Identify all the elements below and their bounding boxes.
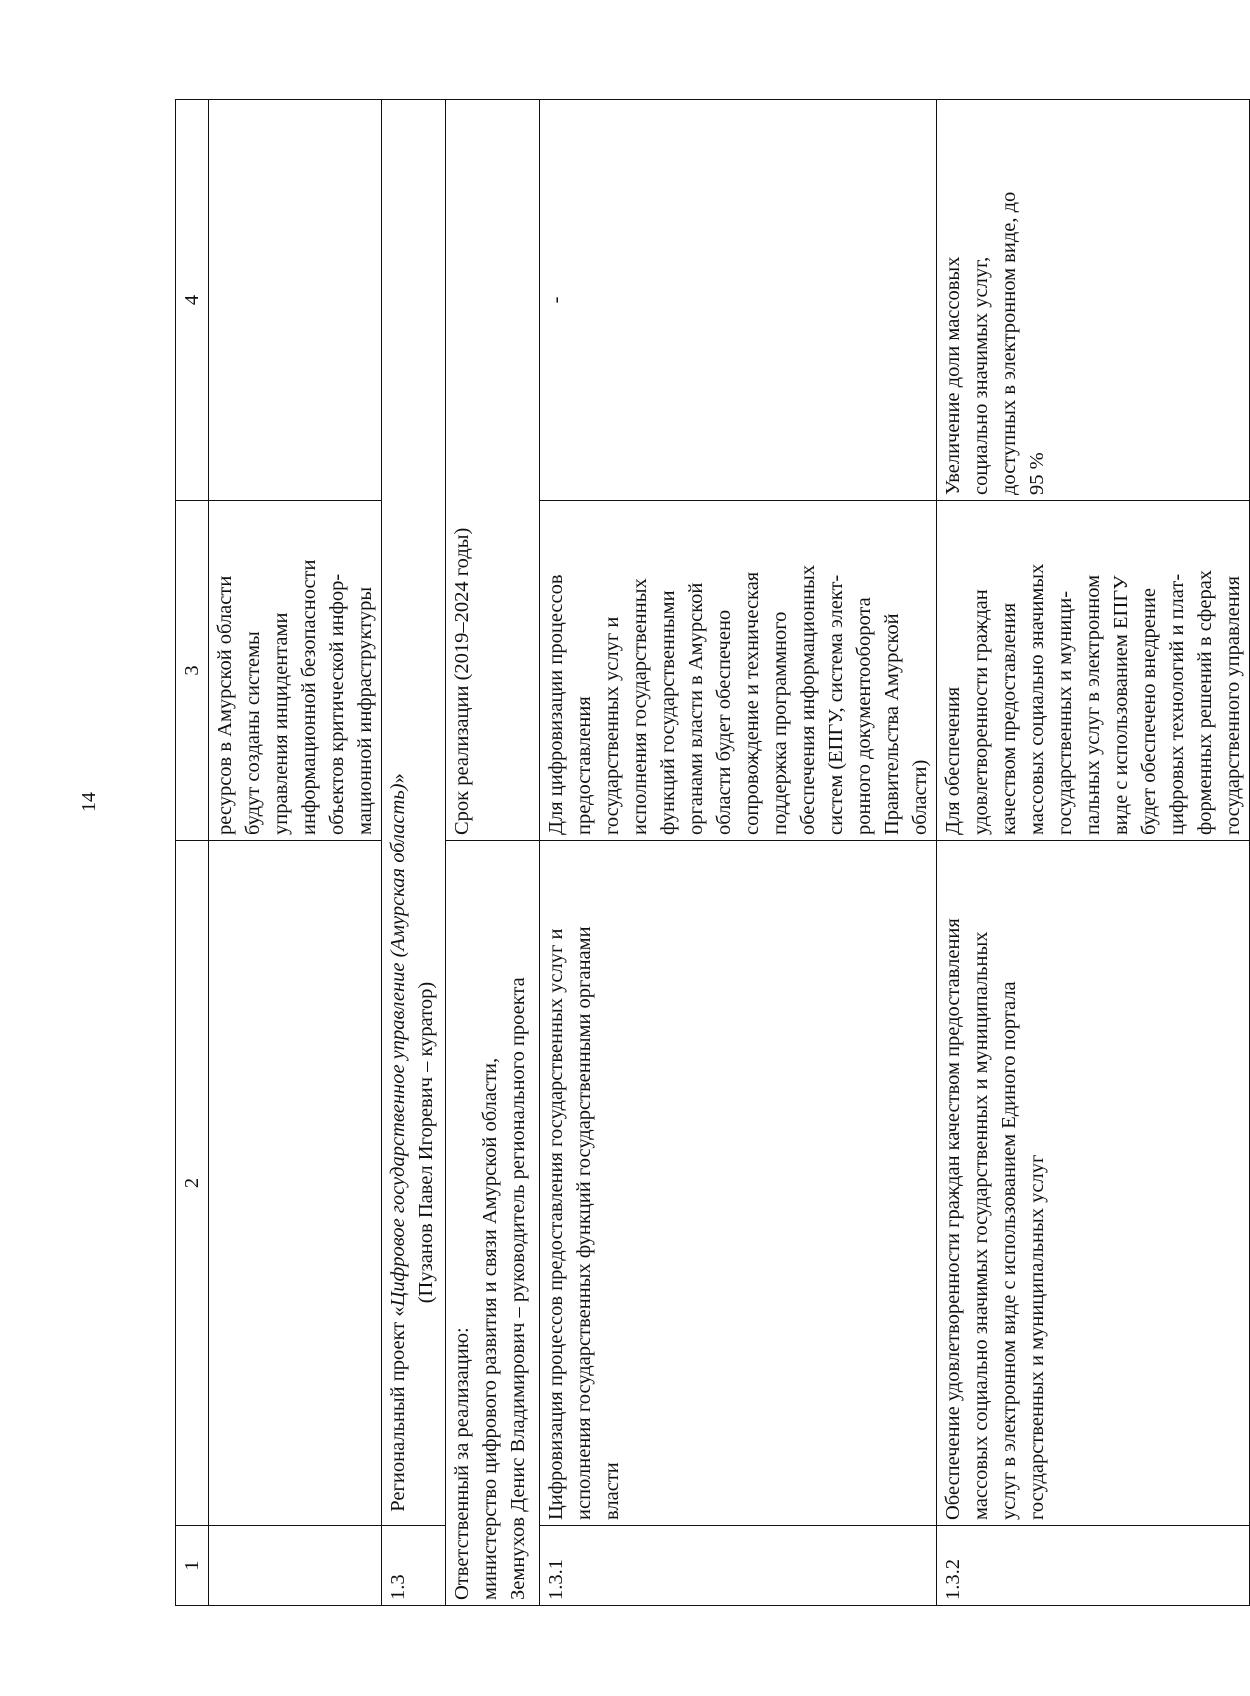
project-title-italic: Цифровое государственное управление (Амурская область) (387, 783, 409, 1307)
continued-line: управления инцидентами (270, 612, 292, 835)
task-line: государственных и муниципальных услуг (1026, 1154, 1048, 1520)
task-line: Обеспечение удовлетворенности граждан качеством предоставления (942, 918, 964, 1520)
result-line: 95 % (1026, 452, 1048, 495)
project-title-suffix: » (387, 773, 409, 784)
activity-line: сопровождение и техническая (741, 571, 763, 835)
table-row-responsible (446, 100, 540, 1606)
page-number: 14 (78, 792, 100, 812)
continued-line: ресурсов в Амурской области (214, 575, 236, 835)
header-col-2: 2 (176, 841, 209, 1526)
activity-line: ронного документооборота (853, 597, 875, 835)
task-line: исполнения государственных функций государственными органами (573, 926, 595, 1520)
continued-line: будут созданы системы (242, 631, 264, 835)
task-line: массовых социально значимых государственных и муниципальных (970, 931, 992, 1520)
activity-line: пальных услуг в электронном (1082, 574, 1104, 835)
rotated-table-container (175, 100, 1244, 1606)
activity-line: исполнения государственных (629, 578, 651, 835)
task-1-3-1-title (540, 841, 937, 1526)
activity-line: Правительства Амурской (881, 613, 903, 835)
activity-line: области) (909, 759, 931, 835)
term-cell: Срок реализации (2019–2024 годы) (446, 100, 540, 841)
responsible-line: Земнухов Денис Владимирович – руководитель регионального проекта (507, 977, 529, 1600)
activity-line: качеством предоставления (998, 602, 1020, 835)
task-1-3-1-result: - (540, 100, 937, 501)
activity-line: обеспечения информационных (797, 564, 819, 835)
activity-line: систем (ЕПГУ, система элект- (825, 574, 847, 835)
task-1-3-2-title (937, 841, 1250, 1526)
task-line: власти (601, 1462, 623, 1520)
header-col-4: 4 (176, 100, 209, 501)
project-title-prefix: Региональный проект « (387, 1306, 409, 1512)
task-number-1-3-1: 1.3.1 (540, 1526, 937, 1606)
header-col-3: 3 (176, 501, 209, 841)
continued-col-4 (209, 100, 382, 501)
result-line: социально значимых услуг, (970, 256, 992, 495)
task-1-3-2-result (937, 100, 1250, 501)
responsible-line: Ответственный за реализацию: (451, 1327, 473, 1600)
project-title-cell (382, 100, 446, 1526)
task-1-3-2-activity (937, 501, 1250, 841)
activity-line: государственного управления (1222, 575, 1244, 835)
table-row-1-3-2 (937, 100, 1250, 1606)
table-row-1-3-1 (540, 100, 937, 1606)
continued-col-2 (209, 841, 382, 1526)
activity-line: поддержка программного (769, 611, 791, 835)
result-line: Увеличение доли массовых (942, 256, 964, 495)
responsible-line: министерство цифрового развития и связи Амурской области, (479, 1057, 501, 1600)
project-curator: (Пузанов Павел Игоревич – куратор) (415, 981, 437, 1304)
activity-line: виде с использованием ЕПГУ (1110, 575, 1132, 835)
activity-line: Для обеспечения (942, 686, 964, 835)
activity-line: цифровых технологий и плат- (1166, 573, 1188, 835)
continued-line: мационной инфраструктуры (354, 586, 376, 835)
table-row-project (382, 100, 446, 1606)
header-col-1: 1 (176, 1526, 209, 1606)
table-header-row (176, 100, 209, 1606)
activity-line: функций государственными (657, 590, 679, 835)
task-number-1-3-2: 1.3.2 (937, 1526, 1250, 1606)
project-title-block (384, 760, 440, 1525)
activity-line: Для цифровизации процессов (545, 574, 567, 835)
responsible-cell (446, 841, 540, 1606)
plan-table (175, 99, 1250, 1606)
activity-line: государственных услуг и (601, 616, 623, 835)
activity-line: предоставления (573, 696, 595, 835)
task-1-3-1-activity (540, 501, 937, 841)
task-line: услуг в электронном виде с использованием Единого портала (998, 981, 1020, 1520)
project-title (384, 760, 412, 1525)
activity-line: области будет обеспечено (713, 609, 735, 835)
activity-line: будет обеспечено внедрение (1138, 588, 1160, 835)
activity-line: органами власти в Амурской (685, 582, 707, 835)
table-row-continued (209, 100, 382, 1606)
result-line: доступных в электронном виде, до (998, 191, 1020, 495)
activity-line: форменных решений в сферах (1194, 569, 1216, 835)
activity-line: удовлетворенности граждан (970, 589, 992, 835)
activity-line: государственных и муници- (1054, 590, 1076, 835)
continued-line: информационной безопасности (298, 559, 320, 835)
continued-col-3 (209, 501, 382, 841)
activity-line: массовых социально значимых (1026, 563, 1048, 835)
task-line: Цифровизация процессов предоставления государственных услуг и (545, 928, 567, 1520)
continued-line: объектов критической инфор- (326, 573, 348, 835)
project-number: 1.3 (382, 1526, 446, 1606)
continued-col-1 (209, 1526, 382, 1606)
